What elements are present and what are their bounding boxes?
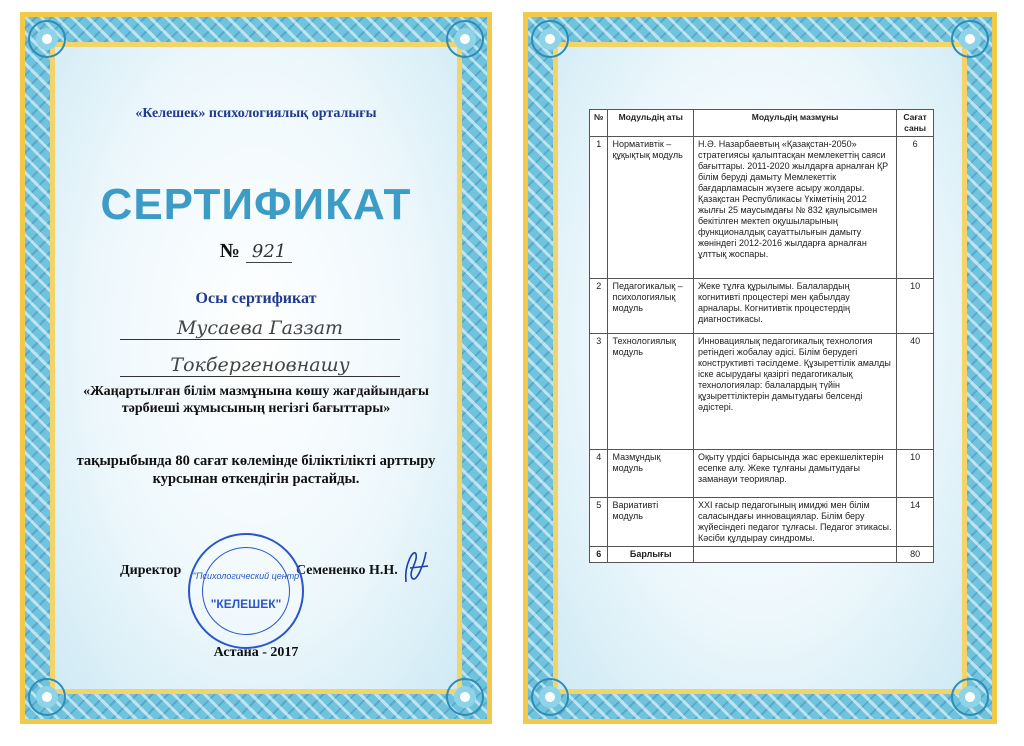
row-module-content: XXI ғасыр педагогының имиджі мен білім саласындағы инновациялар. Білім беру жүйесіндегі педагог тұлғасы. Педагог этикасы. Кәсіби құлдырау синдромы. — [693, 498, 896, 547]
signature-icon — [400, 544, 430, 588]
subject-label: Осы сертификат — [195, 290, 317, 307]
certificate-description: тақырыбында 80 сағат көлемінде біліктілікті арттыру курсынан өткендігін растайды. — [76, 453, 436, 487]
certificate-number — [20, 240, 492, 263]
header-hours: Сағат саны — [897, 110, 934, 137]
row-module-name: Мазмұндық модуль — [608, 450, 693, 498]
row-number: 4 — [590, 450, 608, 498]
total-number: 6 — [590, 547, 608, 563]
table-header-row — [590, 110, 934, 137]
row-hours: 6 — [897, 137, 934, 279]
director-label: Директор — [120, 563, 182, 578]
header-module-content: Модульдің мазмұны — [693, 110, 896, 137]
row-hours: 10 — [897, 450, 934, 498]
table-row — [590, 498, 934, 547]
row-hours: 10 — [897, 279, 934, 334]
row-module-name: Вариативті модуль — [608, 498, 693, 547]
organization-stamp — [188, 533, 304, 649]
row-module-name: Педагогикалық – психологиялық модуль — [608, 279, 693, 334]
table-row — [590, 279, 934, 334]
table-row — [590, 450, 934, 498]
table-row — [590, 137, 934, 279]
corner-ornament-icon — [28, 678, 66, 716]
total-content — [693, 547, 896, 563]
row-module-content: Инновациялық педагогикалық технология ретіндегі жобалау әдісі. Білім берудегі конструктивті тәсілдеме. Құзыреттілік амалды іске асырудағы қазіргі педагогикалық технологиялар: балалардың түйін құзыреттіліктерін дамытудағы белсенді әдістері. — [693, 334, 896, 450]
row-number: 1 — [590, 137, 608, 279]
corner-ornament-icon — [951, 678, 989, 716]
table-total-row — [590, 547, 934, 563]
row-module-content: Оқыту үрдісі барысында жас ерекшеліктерін есепке алу. Жеке тұлғаны дамытудағы заманауи теориялар. — [693, 450, 896, 498]
number-value: 921 — [246, 241, 292, 263]
modules-table — [589, 109, 934, 563]
director-name: Семененко Н.Н. — [296, 563, 398, 578]
stamp-ring — [202, 547, 290, 635]
corner-ornament-icon — [446, 20, 484, 58]
corner-ornament-icon — [531, 20, 569, 58]
row-number: 3 — [590, 334, 608, 450]
row-number: 2 — [590, 279, 608, 334]
total-hours: 80 — [897, 547, 934, 563]
number-label: № — [219, 240, 240, 262]
corner-ornament-icon — [446, 678, 484, 716]
corner-ornament-icon — [531, 678, 569, 716]
recipient-name: Мусаева Газзат — [120, 317, 400, 340]
recipient-patronymic: Токбергеновнашу — [120, 354, 400, 377]
stamp-text: "Психологический центр — [192, 571, 300, 581]
row-hours: 40 — [897, 334, 934, 450]
row-module-name: Технологиялық модуль — [608, 334, 693, 450]
corner-ornament-icon — [28, 20, 66, 58]
course-title: «Жаңартылған білім мазмұнына көшу жағдайындағы тәрбиеші жұмысының негізгі бағыттары» — [83, 384, 429, 416]
corner-ornament-icon — [951, 20, 989, 58]
row-module-content: Н.Ә. Назарбаевтың «Қазақстан-2050» стратегиясы қалыптасқан мемлекеттің саяси бағыттары. 2011-2020 жылдарға арналған ҚР білім беруді дамыту Мемлекеттік бағдарламасын жүзеге асыру жолдары. Қазақстан Республикасы Үкіметінің 2012 жылғы 25 маусымдағы № 832 қаулысымен бекітілген мектеп оқушыларының функционалдық сауаттылығын дамыту жөніндегі 2012-2016 жылдарға арналған ұлттық жоспары. — [693, 137, 896, 279]
certificate-title: СЕРТИФИКАТ — [100, 180, 412, 229]
row-module-name: Нормативтік – құқықтық модуль — [608, 137, 693, 279]
row-module-content: Жеке тұлға құрылымы. Балалардың когнитивті процестері мен қабылдау арналары. Когнитивтік процестердің диагностикасы. — [693, 279, 896, 334]
city-year: Астана - 2017 — [213, 645, 299, 660]
header-number: № — [590, 110, 608, 137]
stamp-org-name: "КЕЛЕШЕК" — [210, 597, 282, 611]
total-label: Барлығы — [608, 547, 693, 563]
organization-name: «Келешек» психологиялық орталығы — [135, 106, 377, 121]
header-module-name: Модульдің аты — [608, 110, 693, 137]
row-hours: 14 — [897, 498, 934, 547]
row-number: 5 — [590, 498, 608, 547]
table-row — [590, 334, 934, 450]
